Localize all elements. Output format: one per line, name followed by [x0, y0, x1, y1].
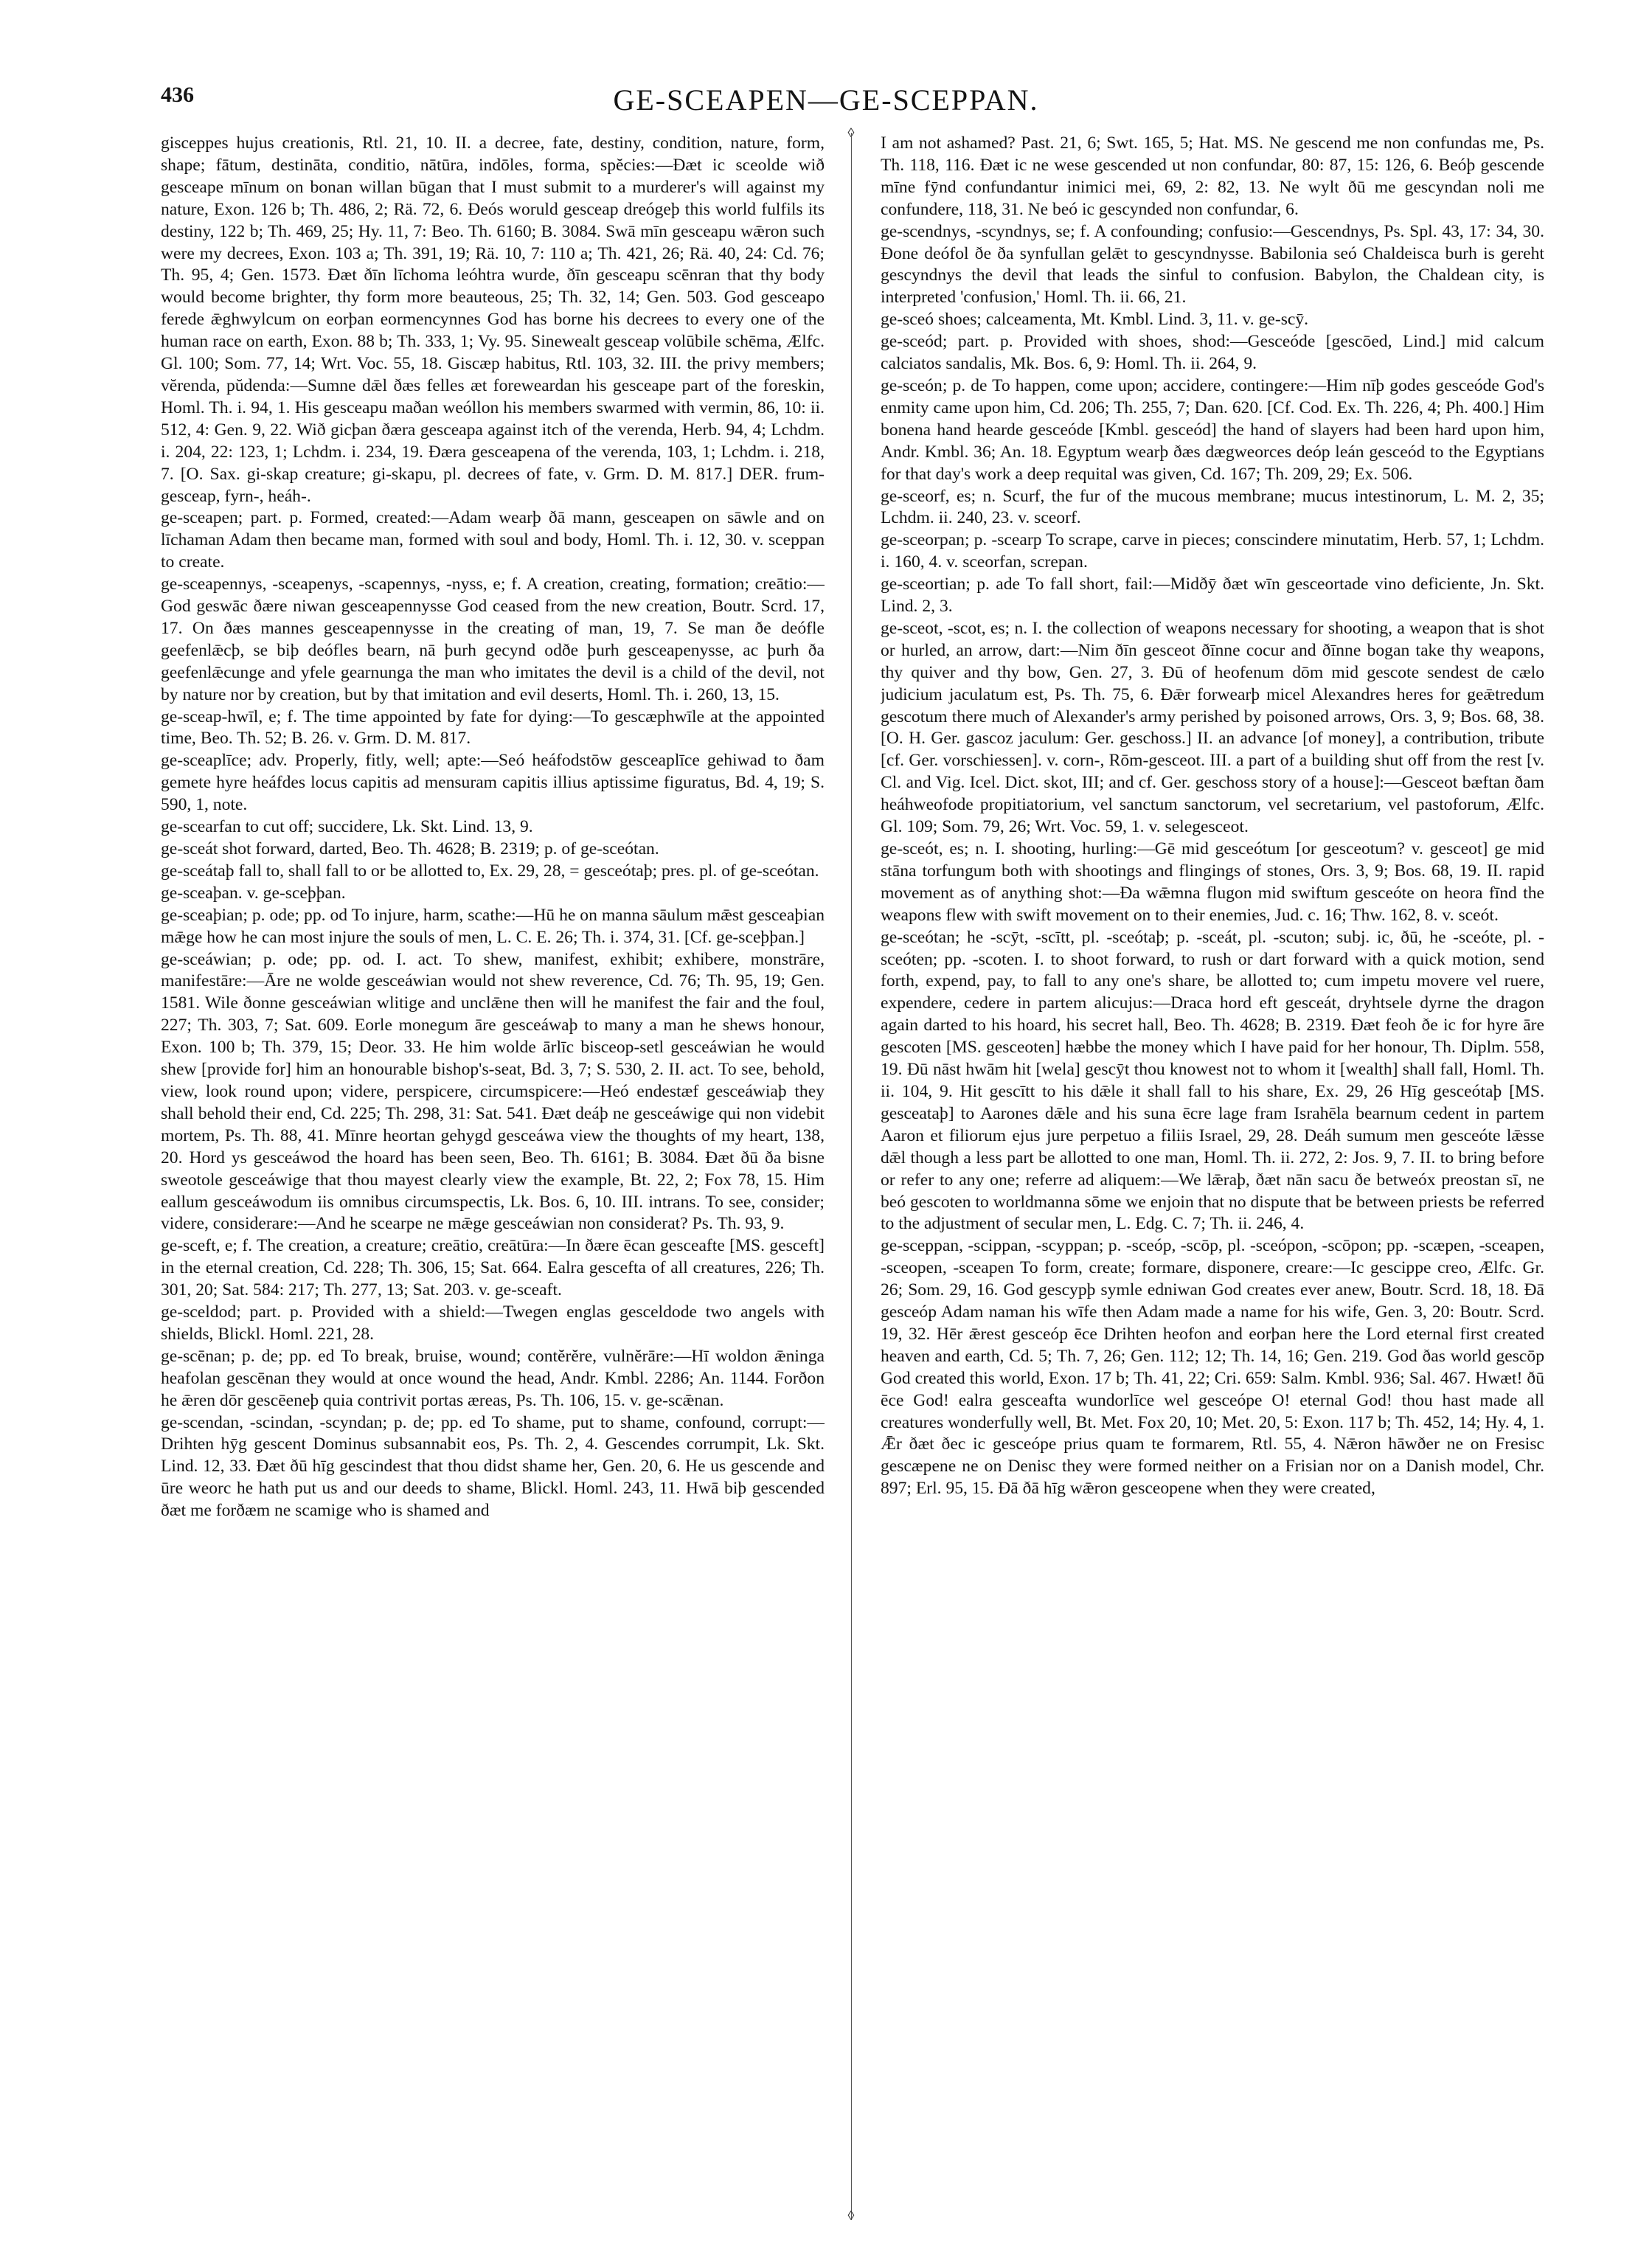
ornament-bottom-icon: ◊: [847, 2208, 855, 2223]
entry-ge-sceon: ge-sceón; p. de To happen, come upon; accidere, contingere:—Him nīþ godes gesceóde God's enmity came upon him, Cd. 206; Th. 255, 7; Dan. 620. [Cf. Cod. Ex. Th. 226, 4; Ph. 400.] Him bonena hand hearde gesceóde [Kmbl. gesceód] the hand of slayers had been hard upon him, Andr. Kmbl. 36; An. 18. Egyptum wearþ ðæs dægweorces deóp leán gesceód to the Egyptians for that day's work a deep requital was given, Cd. 167; Th. 209, 29; Ex. 506.: [881, 375, 1544, 484]
entry-ge-sceortian: ge-sceortian; p. ade To fall short, fail:—Midðȳ ðæt wīn gesceortade vino deficiente, Jn. Skt. Lind. 2, 3.: [881, 575, 1544, 617]
ornament-top-icon: ◊: [847, 125, 855, 140]
entry-ge-sceo: ge-sceó shoes; calceamenta, Mt. Kmbl. Lind. 3, 11. v. ge-scȳ.: [881, 310, 1309, 330]
entry-ge-sceppan: ge-sceppan, -scippan, -scyppan; p. -sceóp, -scōp, pl. -sceópon, -scōpon; pp. -scæpen, -sceapen, -sceopen, -sceapen To form, create; formare, disponere, creare:—Ic gescippe creo, Ælfc. Gr. 26; Som. 29, 16. God gescypþ symle edniwan God creates ever anew, Boutr. Scrd. 18, 18. Ðā gesceóp Adam naman his wīfe then Adam made a name for his wife, Gen. 3, 20: Boutr. Scrd. 19, 32. Hēr ǣrest gesceóp ēce Drihten heofon and eorþan here the Lord eternal first created heaven and earth, Cd. 5; Th. 7, 26; Gen. 112; 12; Th. 14, 16; Gen. 219. God ðas world gescōp God created this world, Exon. 17 b; Th. 41, 22; Cri. 659: Salm. Kmbl. 936; Sal. 467. Hwæt! ðū ēce God! ealra gesceafta wundorlīce wel gesceópe O! eternal God! thou hast made all creatures wonderfully well, Bt. Met. Fox 20, 10; Met. 20, 5: Exon. 117 b; Th. 452, 14; Hy. 4, 1. Ǣr ðæt ðec ic gesceópe prius quam te formarem, Rtl. 55, 4. Nǣron hāwðer ne on Fresisc gescæpene ne on Denisc they were formed neither on a Frisian nor on a Danish model, Chr. 897; Erl. 95, 15. Ðā ðā hīg wǣron gesceopene when they were created,: [881, 1236, 1544, 1499]
entry-ge-sceathian: ge-sceaþian; p. ode; pp. od To injure, harm, scathe:—Hū he on manna sāulum mǣst gesceaþian mǣge how he can most injure the souls of men, L. C. E. 26; Th. i. 374, 31. [Cf. ge-sceþþan.]: [161, 905, 825, 947]
entry-ge-scenan: ge-scēnan; p. de; pp. ed To break, bruise, wound; contĕrĕre, vulnĕrāre:—Hī woldon ǣninga heafolan gescēnan they would at once wound the head, Andr. Kmbl. 2286; An. 1144. Forðon he ǣren dōr gescēeneþ quia contrivit portas æreas, Ps. Th. 106, 15. v. ge-scǣnan.: [161, 1346, 825, 1410]
entry-ge-sceot-shooting: ge-sceót, es; n. I. shooting, hurling:—Gē mid gesceótum [or gesceotum? v. gesceot] ge mid stāna torfungum both with shootings and flingings of stones, Ors. 3, 9; Bos. 68, 19. II. rapid movement as of anything shot:—Ða wǣmna flugon mid swiftum gesceóte on heora fīnd the weapons flew with swift movement on to their enemies, Jud. c. 16; Thw. 162, 8. v. sceót.: [881, 839, 1544, 925]
entry-ge-sceap-hwil: ge-sceap-hwīl, e; f. The time appointed by fate for dying:—To gescæphwīle at the appointed time, Beo. Th. 52; B. 26. v. Grm. D. M. 817.: [161, 707, 825, 749]
entry-ge-sceldod: ge-sceldod; part. p. Provided with a shield:—Twegen englas gesceldode two angels with shields, Blickl. Homl. 221, 28.: [161, 1302, 825, 1344]
entry-ge-sceorf: ge-sceorf, es; n. Scurf, the fur of the mucous membrane; mucus intestinorum, L. M. 2, 35; Lchdm. ii. 240, 23. v. sceorf.: [881, 486, 1544, 528]
entry-ge-sceot: ge-sceot, -scot, es; n. I. the collection of weapons necessary for shooting, a weapon that is shot or hurled, an arrow, dart:—Nim ðīn gesceot ðīnne cocur and ðīnne bogan take thy weapons, thy quiver and thy bow, Gen. 27, 3. Ðū of heofenum dōm mid gescote sendest de cælo judicium jaculatum est, Ps. Th. 75, 6. Ðǣr forwearþ micel Alexandres heres for geǣtredum gescotum there much of Alexander's army perished by poisoned arrows, Ors. 3, 9; Bos. 68, 38. [O. H. Ger. gascoz jaculum: Ger. geschoss.] II. an advance [of money], a contribution, tribute [cf. Ger. vorschiessen]. v. corn-, Rōm-gesceot. III. a part of a building shut off from the rest [v. Cl. and Vig. Icel. Dict. skot, III; and cf. Ger. geschoss story of a house]:—Gesceot bæftan ðam heáhweofode propitiatorium, vel sanctum sanctorum, vel secretarium, vel pastoforum, Ælfc. Gl. 109; Som. 79, 26; Wrt. Voc. 59, 1. v. selegesceot.: [881, 618, 1544, 837]
left-column: [161, 133, 825, 2214]
entry-ge-scendan-continued: I am not ashamed? Past. 21, 6; Swt. 165, 5; Hat. MS. Ne gescend me non confundas me, Ps. Th. 118, 116. Ðæt ic ne wese gescended ut non confundar, 80: 87, 15: 126, 6. Beóþ gescende mīne fȳnd confundantur inimici mei, 69, 2: 82, 13. Ne wylt ðū me gescyndan noli me confundere, 118, 31. Ne beó ic gescynded non confundar, 6.: [881, 133, 1544, 219]
entry-ge-sceft: ge-sceft, e; f. The creation, a creature; creātio, creātūra:—In ðære ēcan gesceafte [MS. gesceft] in the eternal creation, Cd. 228; Th. 306, 15; Sat. 664. Ealra gescefta of all creatures, 226; Th. 301, 20; Sat. 584: 217; Th. 277, 13; Sat. 203. v. ge-sceaft.: [161, 1236, 825, 1300]
running-title: GE-SCEAPEN—GE-SCEPPAN.: [613, 83, 1039, 117]
entry-ge-sceat: ge-sceát shot forward, darted, Beo. Th. 4628; B. 2319; p. of ge-sceótan.: [161, 839, 659, 858]
entry-ge-sceapen: ge-sceapen; part. p. Formed, created:—Adam wearþ ðā mann, gesceapen on sāwle and on līchaman Adam then became man, formed with soul and body, Homl. Th. i. 12, 30. v. sceppan to create.: [161, 508, 825, 572]
entry-ge-sceotan: ge-sceótan; he -scȳt, -scītt, pl. -sceótaþ; p. -sceát, pl. -scuton; subj. ic, ðū, he -sceóte, pl. -sceóten; pp. -scoten. I. to shoot forward, to rush or dart forward with a quick motion, send forth, expend, pay, to fall to any one's share, be allotted to; cum impetu movere vel ruere, expendere, cedere in partem alicujus:—Draca hord eft gesceát, dryhtsele dyrne the dragon again darted to his hoard, his secret hall, Beo. Th. 4628; B. 2319. Ðæt feoh ðe ic for hyre āre gescoten [MS. gesceoten] hæbbe the money which I have paid for her honour, Th. Diplm. 558, 19. Ðū nāst hwām hit [wela] gescȳt thou knowest not to whom it [wealth] shall fall, Homl. Th. ii. 104, 9. Hit gescītt to his dǣle it shall fall to his share, Ex. 29, 26 Hīg gesceótaþ [MS. gesceataþ] to Aarones dǣle and his suna ēcre lage fram Israhēla bearnum cedent in partem Aaron et filiorum ejus jure perpetuo a filiis Israel, 29, 28. Deáh sumum men gesceóte lǣsse dǣl though a less part be allotted to one man, Homl. Th. ii. 272, 2: Jos. 9, 7. II. to bring before or refer to any one; referre ad aliquem:—We lǣraþ, ðæt nān sacu ðe betweóx preostan sī, ne beó gescoten to worldmanna sōme we enjoin that no dispute that be between priests be referred to the adjustment of secular men, L. Edg. C. 7; Th. ii. 246, 4.: [881, 927, 1544, 1234]
entry-ge-scendan: ge-scendan, -scindan, -scyndan; p. de; pp. ed To shame, put to shame, confound, corrupt:—Drihten hȳg gescent Dominus subsannabit eos, Ps. Th. 2, 4. Gescendes corrumpit, Lk. Skt. Lind. 12, 33. Ðæt ðū hīg gescindest that thou didst shame her, Gen. 20, 6. He us gescende and ūre weorc he hath put us and our deeds to shame, Blickl. Homl. 243, 11. Hwā biþ gescended ðæt me forðæm ne scamige who is shamed and: [161, 1412, 825, 1521]
entry-ge-sceathan: ge-sceaþan. v. ge-sceþþan.: [161, 883, 346, 903]
right-column: [881, 133, 1544, 2214]
entry-ge-scearfan: ge-scearfan to cut off; succidere, Lk. Skt. Lind. 13, 9.: [161, 817, 533, 837]
entry-ge-sceawian: ge-sceáwian; p. ode; pp. od. I. act. To shew, manifest, exhibit; exhibere, monstrāre, manifestāre:—Āre ne wolde gesceáwian would not shew reverence, Cd. 76; Th. 95, 19; Gen. 1581. Wile ðonne gesceáwian wlitige and unclǣne then will he manifest the fair and the foul, 227; Th. 303, 7; Sat. 609. Eorle monegum āre gesceáwaþ to many a man he shews honour, Exon. 100 b; Th. 379, 15; Deor. 33. He him wolde ārlīc bisceop-setl gesceáwian he would shew [provide for] him an honourable bishop's-seat, Bd. 3, 7; S. 530, 2. II. act. To see, behold, view, look round upon; videre, perspicere, circumspicere:—Heó endestæf gesceáwiaþ they shall behold their end, Cd. 225; Th. 298, 31: Sat. 541. Ðæt deáþ ne gesceáwige qui non videbit mortem, Ps. Th. 88, 41. Mīnre heortan gehygd gesceáwa view the thoughts of my heart, 138, 20. Hord ys gesceáwod the hoard has been seen, Beo. Th. 6161; B. 3084. Ðæt ðū ða bisne sweotole gesceáwige that thou mayest clearly view the example, Bt. 22, 2; Fox 78, 15. Him eallum gesceáwodum iis omnibus circumspectis, Lk. Bos. 6, 10. III. intrans. To see, consider; videre, considerare:—And he scearpe ne mǣge gesceáwian non considerat? Ps. Th. 93, 9.: [161, 949, 825, 1234]
entry-gesceap-continued: gisceppes hujus creationis, Rtl. 21, 10. II. a decree, fate, destiny, condition, nature, form, shape; fātum, destināta, conditio, nātūra, indōles, forma, spĕcies:—Ðæt ic sceolde wið gesceape mīnum on bonan willan būgan that I must submit to a murderer's will against my nature, Exon. 126 b; Th. 486, 2; Rä. 72, 6. Ðeós woruld gesceap dreógeþ this world fulfils its destiny, 122 b; Th. 469, 25; Hy. 11, 7: Beo. Th. 6160; B. 3084. Swā mīn gesceapu wǣron such were my decrees, Exon. 103 a; Th. 391, 19; Rä. 10, 7: 110 a; Th. 421, 26; Rä. 40, 24: Cd. 76; Th. 95, 4; Gen. 1573. Ðæt ðīn līchoma leóhtra wurde, ðīn gesceapu scēnran that thy body would become brighter, thy form more beauteous, 25; Th. 32, 14; Gen. 503. God gesceapo ferede ǣghwylcum on eorþan eormencynnes God has borne his decrees to every one of the human race on earth, Exon. 88 b; Th. 333, 1; Vy. 95. Sinewealt gesceap volūbile schēma, Ælfc. Gl. 100; Som. 77, 14; Wrt. Voc. 55, 18. Giscæp habitus, Rtl. 103, 32. III. the privy members; vĕrenda, pŭdenda:—Sumne dǣl ðæs felles æt foreweardan his gesceape part of the foreskin, Homl. Th. i. 94, 1. His gesceapu maðan weóllon his members swarmed with vermin, 86, 10: ii. 512, 4: Gen. 9, 22. Wið gicþan ðæra gesceapa against itch of the verenda, Herb. 94, 4; Lchdm. i. 204, 22: 123, 1; Lchdm. i. 234, 19. Ðæra gesceapena of the verenda, 103, 1; Lchdm. i. 218, 7. [O. Sax. gi-skap creature; gi-skapu, pl. decrees of fate, v. Grm. D. M. 817.] DER. frum-gesceap, fyrn-, heáh-.: [161, 133, 825, 506]
entry-ge-sceatath: ge-sceátaþ fall to, shall fall to or be allotted to, Ex. 29, 28, = gesceótaþ; pres. pl. of ge-sceótan.: [161, 861, 819, 881]
page-number: 436: [161, 83, 194, 107]
entry-ge-sceapennys: ge-sceapennys, -sceapenys, -scapennys, -nyss, e; f. A creation, creating, formation; creātio:—God geswāc ðære niwan gesceapennysse God ceased from the new creation, Boutr. Scrd. 17, 17. On ðæs mannes gesceapennysse in the creating of man, 19, 7. Se man ðe deófle geefenlǣcþ, se biþ deófles bearn, nā þurh gecynd odðe þurh gesceapenysse, ac þurh ða geefenlǣcunge and yfele gearnunga the man who imitates the devil is a child of the devil, not by nature nor by creation, but by that imitation and evil deserts, Homl. Th. i. 260, 13, 15.: [161, 575, 825, 704]
entry-ge-sceaplice: ge-sceaplīce; adv. Properly, fitly, well; apte:—Seó heáfodstōw gesceaplīce gehiwad to ðam gemete hyre heáfdes locus capitis ad mensuram capitis illius aptissime figuratus, Bd. 4, 19; S. 590, 1, note.: [161, 751, 825, 815]
entry-ge-sceorpan: ge-sceorpan; p. -scearp To scrape, carve in pieces; conscindere minutatim, Herb. 57, 1; Lchdm. i. 160, 4. v. sceorfan, screpan.: [881, 530, 1544, 572]
column-divider: [851, 133, 852, 2220]
entry-ge-scendnys: ge-scendnys, -scyndnys, se; f. A confounding; confusio:—Gescendnys, Ps. Spl. 43, 17: 34, 30. Ðone deófol ðe ða synfullan gelǣt to gescyndnysse. Babilonia seó Chaldeisca burh is gereht gescyndnys the devil that leads the sinful to confusion. Babylon, the Chaldean city, is interpreted 'confusion,' Homl. Th. ii. 66, 21.: [881, 221, 1544, 308]
entry-ge-sceod: ge-sceód; part. p. Provided with shoes, shod:—Gesceóde [gescōed, Lind.] mid calcum calciatos sandalis, Mk. Bos. 6, 9: Homl. Th. ii. 264, 9.: [881, 332, 1544, 374]
